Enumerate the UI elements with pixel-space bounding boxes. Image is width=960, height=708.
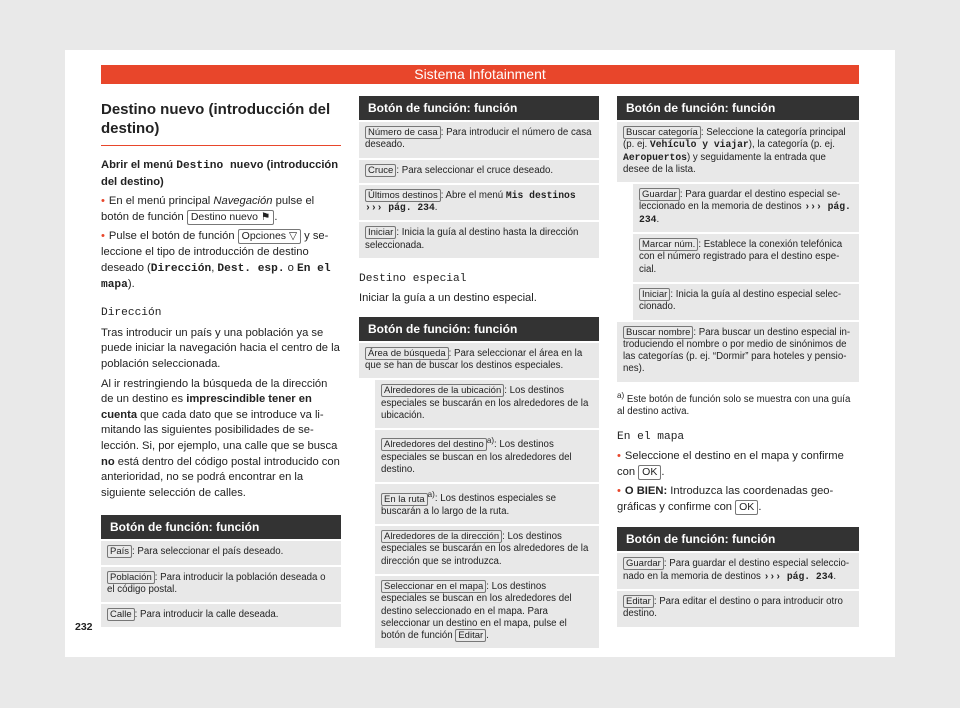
footnote: $^{a)}$ Este botón de función solo se muestra con una guía al destino activa. — [617, 390, 851, 417]
page-number: 232 — [75, 621, 93, 633]
table-row: Calle : Para introducir la calle deseada. — [101, 604, 341, 627]
heading-direccion: Dirección — [101, 306, 162, 319]
ultimos-destinos-button[interactable]: Últimos destinos — [365, 189, 441, 202]
buscar-nombre-button[interactable]: Buscar nombre — [623, 326, 693, 339]
function-table — [101, 515, 341, 627]
buscar-categoria-button[interactable]: Buscar categoría — [623, 126, 701, 139]
table-row: Número de casa : Para introducir el número de casa deseado. — [359, 122, 599, 158]
step-map-2: • O BIEN: Introduzca las coordenadas geográficas y confirme con OK . — [617, 484, 859, 515]
flag-icon: ⚑ — [260, 210, 271, 223]
table-row: Población : Para introducir la población deseada o el código postal. — [101, 567, 341, 603]
ok-button[interactable]: OK — [638, 465, 661, 480]
guardar-button[interactable]: Guardar — [639, 188, 680, 201]
table-row: Iniciar : Inicia la guía al destino hasta la dirección seleccionada. — [359, 222, 599, 258]
page-reference[interactable]: ››› pág. 234 — [763, 570, 834, 582]
function-table — [617, 96, 859, 382]
alrededores-ubicacion-button[interactable]: Alrededores de la ubicación — [381, 384, 504, 397]
table-row: Cruce : Para seleccionar el cruce deseado. — [359, 160, 599, 183]
guardar-button[interactable]: Guardar — [623, 557, 664, 570]
seleccionar-en-mapa-button[interactable]: Seleccionar en el mapa — [381, 580, 486, 593]
step-2: • Pulse el botón de función Opciones ▽ y seleccione el tipo de introducción de destino deseado (Dirección, Dest. esp. o En el mapa). — [101, 229, 341, 293]
table-row: Alrededores del destino $^{a)}$: Los destinos especiales se buscan en los alrededores del destino. — [375, 430, 599, 482]
step-1: • En el menú principal Navegación pulse el botón de función Destino nuevo ⚑ . — [101, 194, 341, 225]
paragraph: Iniciar la guía a un destino especial. — [359, 292, 537, 305]
table-row: Editar : Para editar el destino o para introducir otro destino. — [617, 591, 859, 627]
iniciar-button[interactable]: Iniciar — [365, 226, 396, 239]
table-row: En la ruta $^{a)}$: Los destinos especiales se buscarán a lo largo de la ruta. — [375, 484, 599, 524]
numero-de-casa-button[interactable]: Número de casa — [365, 126, 441, 139]
opciones-button[interactable]: Opciones ▽ — [238, 229, 301, 244]
function-table — [359, 96, 599, 258]
paragraph: Al ir restringiendo la búsqueda de la dirección de un destino es imprescindible tener en cuenta que cada dato que se introduce va limitando las siguientes posibilidades de selección. Si, por ejemplo, una calle que se busca no está dentro del código postal introducido con anterioridad, no se podrá encontrar en la siguiente selección de calles. — [101, 377, 340, 499]
table-header: Botón de función: función — [617, 96, 859, 120]
table-row: Seleccionar en el mapa : Los destinos especiales se buscan en los alrededores del destino seleccionado en el mapa. Para seleccionar un destino en el mapa, pulse el botón de función Editar . — [375, 576, 599, 648]
table-row: País : Para seleccionar el país deseado. — [101, 541, 341, 564]
table-header: Botón de función: función — [359, 96, 599, 120]
page-reference[interactable]: ››› pág. 234 — [365, 202, 435, 214]
heading-en-el-mapa: En el mapa — [617, 430, 685, 443]
step-map-1: • Seleccione el destino en el mapa y confirme con OK . — [617, 449, 859, 480]
alrededores-direccion-button[interactable]: Alrededores de la dirección — [381, 530, 502, 543]
heading-destino-especial: Destino especial — [359, 273, 467, 286]
area-de-busqueda-button[interactable]: Área de búsqueda — [365, 347, 449, 360]
table-row: Guardar : Para guardar el destino especial seleccionado en la memoria de destinos ››› pág. 234. — [633, 184, 859, 232]
cruce-button[interactable]: Cruce — [365, 164, 396, 177]
function-table — [359, 317, 599, 649]
table-row: Buscar nombre : Para buscar un destino especial introduciendo el nombre o por medio de sinónimos de las categorías (p. ej. “Dormir” para hoteles y pensiones). — [617, 322, 859, 382]
table-row: Alrededores de la dirección : Los destinos especiales se buscarán en los alrededores de la dirección que se introduzca. — [375, 526, 599, 574]
ok-button[interactable]: OK — [735, 500, 758, 515]
pais-button[interactable]: País — [107, 545, 132, 558]
en-la-ruta-button[interactable]: En la ruta — [381, 493, 428, 506]
paragraph: Tras introducir un país y una población ya se puede iniciar la navegación hacia el centro de la población seleccionada. — [101, 326, 340, 370]
table-row: Marcar núm. : Establece la conexión telefónica con el número registrado para el destino especial. — [633, 234, 859, 282]
table-header: Botón de función: función — [359, 317, 599, 341]
table-row: Área de búsqueda : Para seleccionar el área en la que se han de buscar los destinos especiales. — [359, 343, 599, 379]
subsection-heading: Abrir el menú Destino nuevo (introducción del destino) — [101, 159, 339, 188]
marcar-num-button[interactable]: Marcar núm. — [639, 238, 698, 251]
alrededores-destino-button[interactable]: Alrededores del destino — [381, 438, 487, 451]
calle-button[interactable]: Calle — [107, 608, 135, 621]
column-2 — [359, 96, 599, 648]
section-title: Destino nuevo (introducción del destino) — [101, 96, 341, 146]
iniciar-button[interactable]: Iniciar — [639, 288, 670, 301]
page-reference[interactable]: ››› pág. 234 — [639, 201, 851, 225]
table-row: Buscar categoría : Seleccione la categoría principal (p. ej. Vehículo y viajar), la categoría (p. ej. Aeropuertos) y seguidamente la entrada que desee de la lista. — [617, 122, 859, 182]
table-row: Alrededores de la ubicación : Los destinos especiales se buscarán en los alrededores de la ubicación. — [375, 380, 599, 428]
table-row: Últimos destinos : Abre el menú Mis destinos ››› pág. 234. — [359, 185, 599, 221]
column-1 — [101, 96, 341, 627]
destino-nuevo-button[interactable]: Destino nuevo ⚑ — [187, 210, 274, 225]
poblacion-button[interactable]: Población — [107, 571, 155, 584]
table-header: Botón de función: función — [101, 515, 341, 539]
table-header: Botón de función: función — [617, 527, 859, 551]
table-row: Iniciar : Inicia la guía al destino especial seleccionado. — [633, 284, 859, 320]
table-row: Guardar : Para guardar el destino especial seleccionado en la memoria de destinos ››› pág. 234. — [617, 553, 859, 589]
function-table — [617, 527, 859, 626]
column-3 — [617, 96, 859, 627]
editar-button[interactable]: Editar — [455, 629, 486, 642]
editar-button[interactable]: Editar — [623, 595, 654, 608]
running-header: Sistema Infotainment — [101, 65, 859, 84]
